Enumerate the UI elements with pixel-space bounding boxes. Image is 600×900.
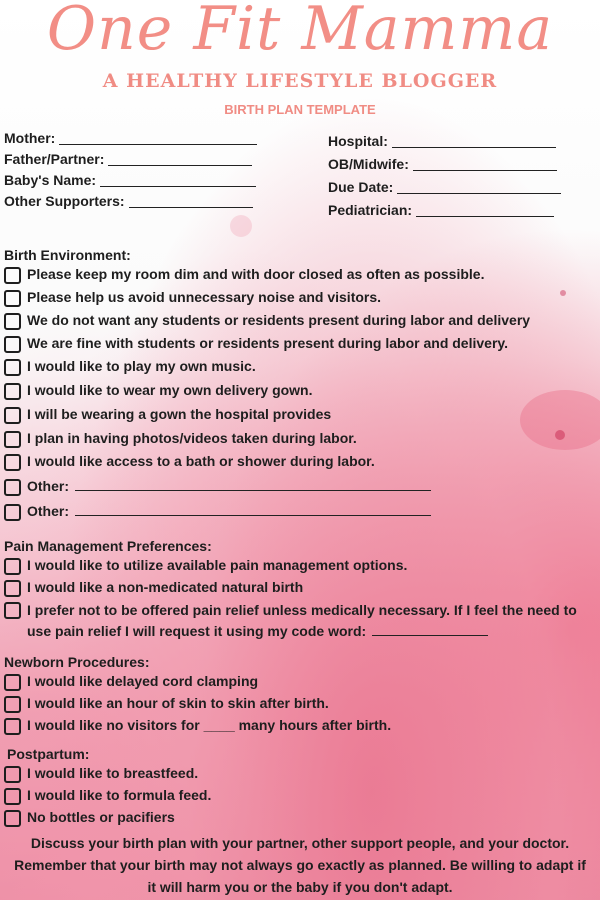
- father-partner-blank[interactable]: [108, 151, 252, 166]
- checklist-item: We are fine with students or residents present during labor and delivery.: [0, 334, 600, 357]
- checklist-item: We do not want any students or residents present during labor and delivery: [0, 311, 600, 334]
- checklist-item: Please help us avoid unnecessary noise and visitors.: [0, 288, 600, 311]
- section-heading: Postpartum:: [7, 746, 90, 762]
- info-field-due-date: Due Date:: [328, 177, 561, 198]
- section-heading: Birth Environment:: [4, 247, 131, 263]
- checkbox[interactable]: [4, 359, 21, 376]
- info-field-pediatrician: Pediatrician:: [328, 200, 561, 221]
- pediatrician-blank[interactable]: [416, 202, 554, 217]
- checkbox[interactable]: [4, 431, 21, 448]
- code-word-blank[interactable]: [372, 622, 488, 636]
- checkbox[interactable]: [4, 696, 21, 713]
- checklist-item: I would like an hour of skin to skin after birth.: [0, 694, 600, 716]
- checkbox[interactable]: [4, 558, 21, 575]
- checklist-item: No bottles or pacifiers: [0, 808, 600, 830]
- brand-tagline: A HEALTHY LIFESTYLE BLOGGER: [102, 70, 498, 92]
- ob-midwife-blank[interactable]: [413, 156, 557, 171]
- checklist-item: Please keep my room dim and with door closed as often as possible.: [0, 265, 600, 288]
- checklist-item: I would like no visitors for ____ many hours after birth.: [0, 716, 600, 738]
- checkbox[interactable]: [4, 766, 21, 783]
- checkbox[interactable]: [4, 454, 21, 471]
- section-birth-environment: [0, 245, 600, 527]
- checkbox[interactable]: [4, 504, 21, 521]
- checklist-item: I would like access to a bath or shower during labor.: [0, 452, 600, 477]
- checklist-item: I would like to play my own music.: [0, 357, 600, 381]
- info-field-other-supporters: Other Supporters:: [4, 191, 257, 212]
- info-field-ob-midwife: OB/Midwife:: [328, 154, 561, 175]
- info-field-baby-name: Baby's Name:: [4, 170, 257, 191]
- section-postpartum: [0, 744, 600, 830]
- checkbox[interactable]: [4, 383, 21, 400]
- checklist-item: I plan in having photos/videos taken during labor.: [0, 429, 600, 452]
- checkbox[interactable]: [4, 810, 21, 827]
- checklist-item-other: Other:: [0, 477, 600, 502]
- info-fields-right: [328, 128, 561, 221]
- section-heading: Pain Management Preferences:: [4, 538, 212, 554]
- info-field-mother: Mother:: [4, 128, 257, 149]
- checklist-item: I prefer not to be offered pain relief unless medically necessary. If I feel the need to use pain relief I will request it using my code word:: [0, 600, 600, 644]
- checklist-item-other: Other:: [0, 502, 600, 527]
- brand-title: One Fit Mamma: [46, 0, 554, 64]
- info-field-father-partner: Father/Partner:: [4, 149, 257, 170]
- watercolor-splash: [230, 215, 252, 237]
- checklist-item: I will be wearing a gown the hospital provides: [0, 405, 600, 429]
- other-blank[interactable]: [75, 502, 431, 516]
- checkbox[interactable]: [4, 479, 21, 496]
- checkbox[interactable]: [4, 267, 21, 284]
- checklist-item: I would like to breastfeed.: [0, 764, 600, 786]
- section-newborn-procedures: [0, 652, 600, 738]
- checklist-item: I would like a non-medicated natural birth: [0, 578, 600, 600]
- checklist-item: I would like to utilize available pain management options.: [0, 556, 600, 578]
- section-pain-management: [0, 536, 600, 644]
- checkbox[interactable]: [4, 407, 21, 424]
- info-fields-left: [4, 128, 257, 212]
- checkbox[interactable]: [4, 718, 21, 735]
- checkbox[interactable]: [4, 313, 21, 330]
- checkbox[interactable]: [4, 602, 21, 619]
- baby-name-blank[interactable]: [100, 172, 256, 187]
- checkbox[interactable]: [4, 674, 21, 691]
- checkbox[interactable]: [4, 580, 21, 597]
- checkbox[interactable]: [4, 290, 21, 307]
- checklist-item: I would like delayed cord clamping: [0, 672, 600, 694]
- due-date-blank[interactable]: [397, 179, 561, 194]
- checklist-item: I would like to wear my own delivery gown.: [0, 381, 600, 405]
- other-blank[interactable]: [75, 477, 431, 491]
- closing-note: Discuss your birth plan with your partner, other support people, and your doctor. Remember that your birth may not always go exactly as planned. Be willing to adapt if it will harm you or the baby if you don't adapt.: [14, 835, 586, 895]
- checkbox[interactable]: [4, 788, 21, 805]
- checklist-item: I would like to formula feed.: [0, 786, 600, 808]
- info-field-hospital: Hospital:: [328, 131, 561, 152]
- document-title: BIRTH PLAN TEMPLATE: [224, 102, 376, 117]
- section-heading: Newborn Procedures:: [4, 654, 150, 670]
- other-supporters-blank[interactable]: [129, 193, 253, 208]
- mother-blank[interactable]: [59, 130, 257, 145]
- checkbox[interactable]: [4, 336, 21, 353]
- hospital-blank[interactable]: [392, 133, 556, 148]
